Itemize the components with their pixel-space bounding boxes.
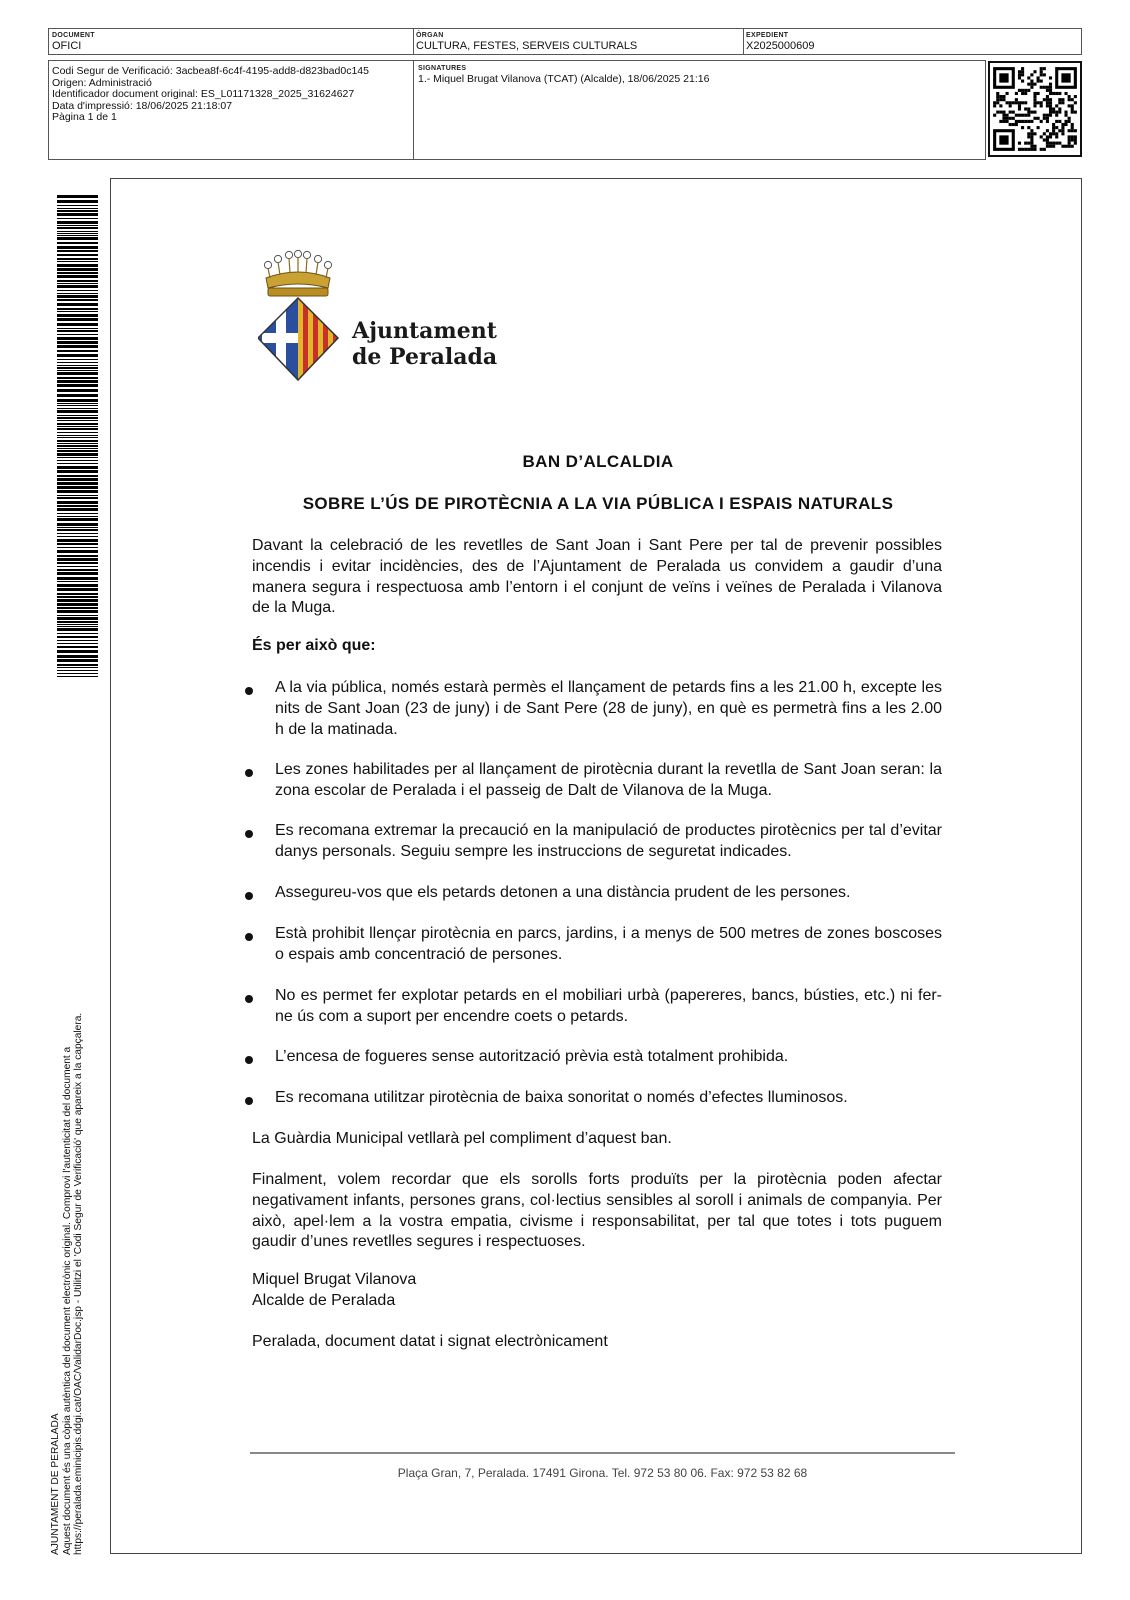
logo-line-1: Ajuntament [352, 318, 497, 344]
organ-label: ÒRGAN [416, 32, 444, 39]
shield-icon [258, 298, 338, 380]
lead-text: És per això que: [252, 637, 376, 654]
document-value: OFICI [52, 40, 82, 52]
meta-line: Identificador document original: ES_L01171328_2025_31624627 [52, 88, 355, 101]
qr-code-icon [988, 61, 1082, 157]
bullet-dot [245, 687, 253, 695]
bullet-dot [245, 1097, 253, 1105]
expedient-label: EXPEDIENT [746, 32, 789, 39]
list-item: L’encesa de fogueres sense autorització prèvia està totalment prohibida. [275, 1048, 789, 1065]
verification-meta [52, 66, 369, 124]
municipality-name [352, 318, 497, 370]
signer-name: Miquel Brugat Vilanova [252, 1271, 417, 1288]
side-text-line: Aquest document és una còpia autèntica del document electrònic original. Comprovi l'autenticitat del document a [61, 1046, 73, 1555]
side-text-line: AJUNTAMENT DE PERALADA [50, 1413, 61, 1555]
bullet-dot [245, 995, 253, 1003]
bullet-dot [245, 769, 253, 777]
bullet-dot [245, 830, 253, 838]
footer-divider [250, 1452, 955, 1454]
meta-line: Origen: Administració [52, 76, 152, 89]
document-title: BAN D’ALCALDIA [522, 452, 674, 471]
meta-line: Data d'impressió: 18/06/2025 21:18:07 [52, 99, 233, 112]
footer-address: Plaça Gran, 7, Peralada. 17491 Girona. Tel. 972 53 80 06. Fax: 972 53 82 68 [397, 1466, 808, 1480]
list-item: Es recomana utilitzar pirotècnia de baixa sonoritat o només d’efectes lluminosos. [275, 1089, 848, 1106]
signer-role: Alcalde de Peralada [252, 1292, 396, 1309]
document-label: DOCUMENT [52, 32, 95, 39]
list-item: Les zones habilitades per al llançament de pirotècnia durant la revetlla de Sant Joan seran: la zona escolar de Peralada i el passeig de Dalt de Vilanova de la Muga. [275, 761, 942, 799]
bullet-dot [245, 933, 253, 941]
meta-line: Codi Segur de Verificació: 3acbea8f-6c4f-4195-add8-d823bad0c145 [52, 65, 369, 77]
signature-entry: 1.- Miquel Brugat Vilanova (TCAT) (Alcalde), 18/06/2025 21:16 [418, 73, 710, 85]
guard-paragraph: La Guàrdia Municipal vetllarà pel compliment d’aquest ban. [252, 1130, 672, 1147]
list-item: Assegureu-vos que els petards detonen a una distància prudent de les persones. [275, 884, 851, 901]
list-item: Es recomana extremar la precaució en la manipulació de productes pirotècnics per tal d’evitar danys personals. Seguiu sempre les instruccions de seguretat indicades. [275, 822, 942, 860]
logo-line-2: de Peralada [352, 344, 498, 370]
organ-value: CULTURA, FESTES, SERVEIS CULTURALS [416, 40, 638, 52]
list-item: Està prohibit llençar pirotècnia en parcs, jardins, i a menys de 500 metres de zones boscoses o espais amb concentració de persones. [275, 925, 942, 963]
signatures-label: SIGNATURES [418, 65, 467, 72]
barcode-icon [57, 195, 98, 677]
side-validation-text [50, 935, 85, 1555]
document-subtitle: SOBRE L’ÚS DE PIROTÈCNIA A LA VIA PÚBLICA I ESPAIS NATURALS [302, 494, 894, 513]
intro-paragraph: Davant la celebració de les revetlles de Sant Joan i Sant Pere per tal de prevenir possibles incendis i evitar incidències, des de l’Ajuntament de Peralada us convidem a gaudir d’una manera segura i respectuosa amb l’entorn i el conjunt de veïns i veïnes de Peralada i Vilanova de la Muga. [252, 537, 942, 617]
list-item: No es permet fer explotar petards en el mobiliari urbà (papereres, bancs, bústies, etc.) ni fer-ne ús com a suport per encendre coets o petards. [275, 987, 942, 1025]
side-text-line: https://peralada.eminicipis.ddgi.cat/OAC/ValidarDoc.jsp - Utilitzi el 'Codi Segur de Verificació' que apareix a la capçalera. [73, 1012, 85, 1555]
meta-line: Pàgina 1 de 1 [52, 111, 117, 124]
expedient-value: X2025000609 [746, 40, 815, 52]
bullet-dot [245, 1056, 253, 1064]
closing-paragraph: Finalment, volem recordar que els sorolls forts produïts per la pirotècnia poden afectar negativament infants, persones grans, col·lectius sensibles al soroll i animals de companyia. Per això, apel·lem a la vostra empatia, civisme i responsabilitat, per tal que totes i tots puguem gaudir d’unes revetlles segures i respectuoses. [252, 1171, 942, 1251]
header-document-cell [48, 28, 414, 55]
crown-icon [264, 250, 331, 296]
list-item: A la via pública, només estarà permès el llançament de petards fins a les 21.00 h, excepte les nits de Sant Joan (23 de juny) i de Sant Pere (28 de juny), en què es permetrà fins a les 2.00 h de la matinada. [275, 679, 942, 738]
bullet-dot [245, 892, 253, 900]
place-note: Peralada, document datat i signat electrònicament [252, 1333, 608, 1350]
